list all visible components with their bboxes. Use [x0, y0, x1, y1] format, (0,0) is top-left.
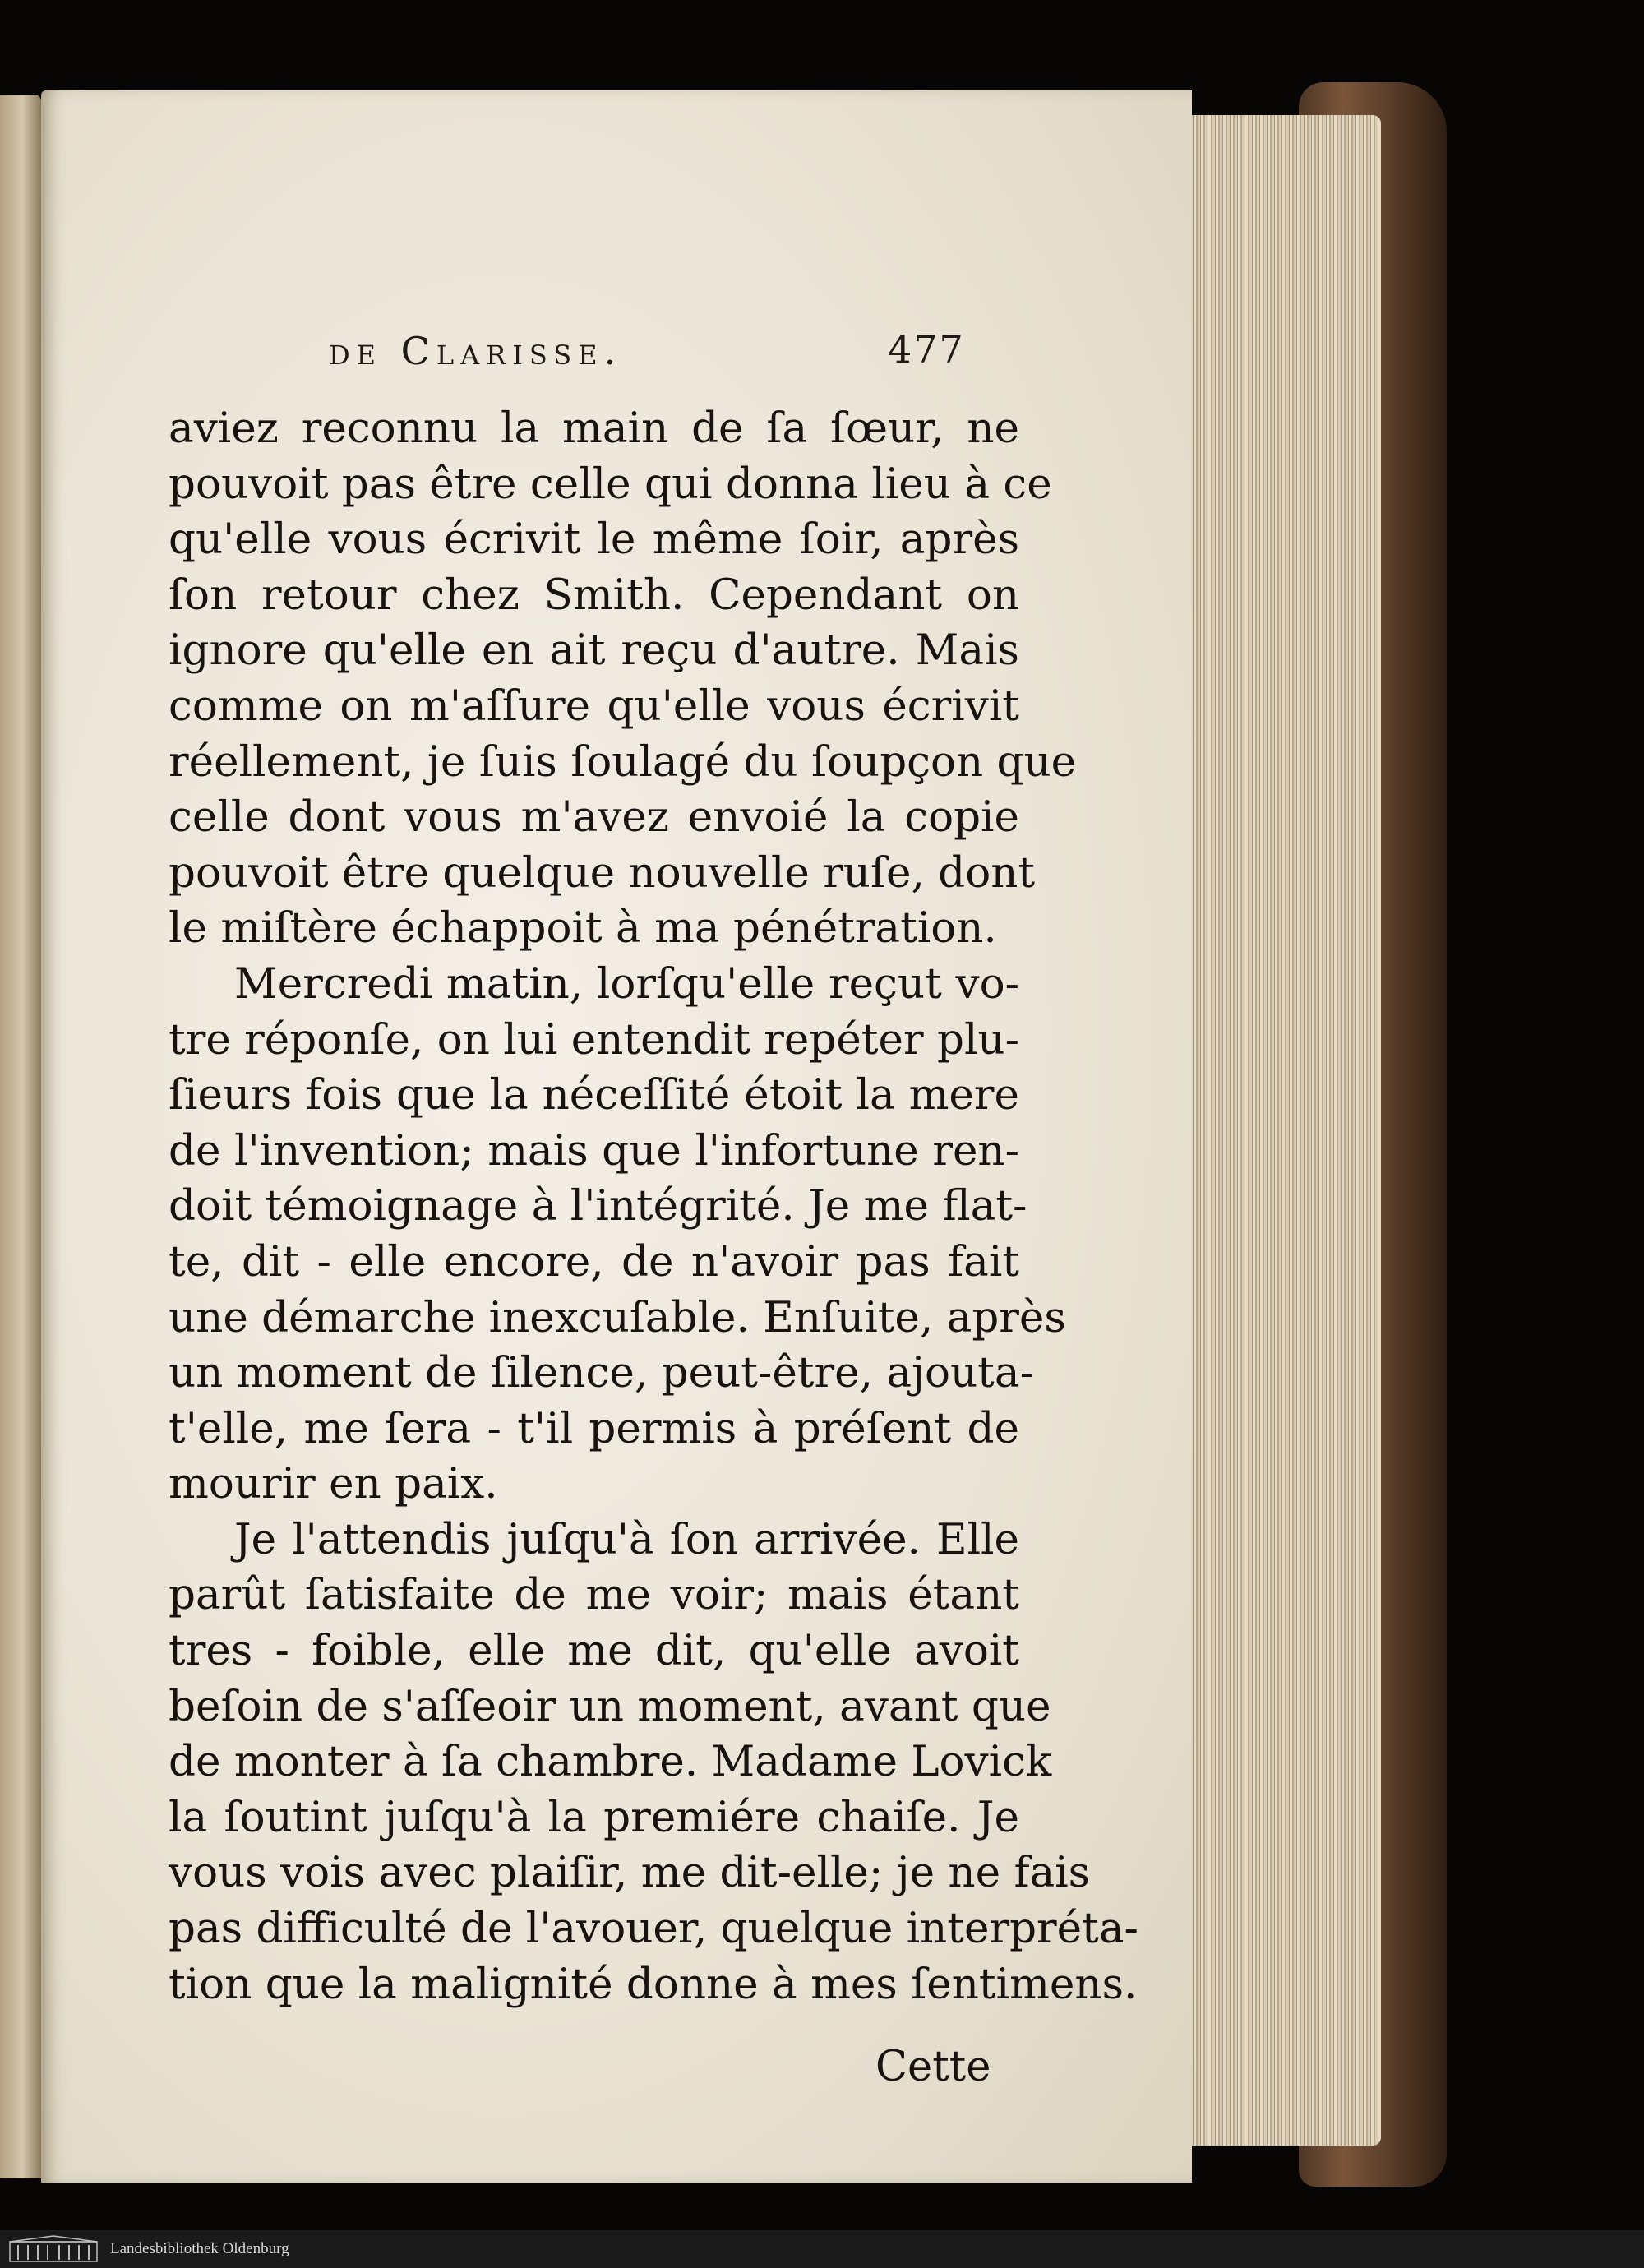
page-header	[329, 329, 1019, 378]
footer-bar	[0, 2230, 1644, 2268]
text-line: comme on m'aſſure qu'elle vous écrivit	[169, 681, 1019, 731]
text-line: te, dit - elle encore, de n'avoir pas fait	[169, 1236, 1019, 1286]
library-name: Landesbibliothek Oldenburg	[110, 2240, 289, 2257]
text-line: pas difficulté de l'avouer, quelque interpréta-	[169, 1904, 1138, 1954]
text-line: réellement, je ſuis ſoulagé du ſoupçon que	[169, 737, 1077, 787]
text-line: mourir en paix.	[169, 1459, 498, 1509]
text-line: aviez reconnu la main de ſa ſœur, ne	[169, 404, 1019, 453]
text-line: tre réponſe, on lui entendit repéter plu-	[169, 1014, 1019, 1065]
text-line: ignore qu'elle en ait reçu d'autre. Mais	[169, 626, 1019, 676]
text-line: une démarche inexcuſable. Enſuite, après	[169, 1292, 1066, 1342]
catchword: Cette	[875, 2043, 991, 2091]
book-page	[41, 90, 1192, 2183]
text-line: t'elle, me ſera - t'il permis à préſent de	[169, 1403, 1019, 1453]
text-line: tion que la malignité donne à mes ſentimens.	[169, 1959, 1138, 2009]
text-line: Je l'attendis juſqu'à ſon arrivée. Elle	[234, 1514, 1019, 1564]
text-line: de l'invention; mais que l'infortune ren-	[169, 1125, 1019, 1176]
text-line: la ſoutint juſqu'à la premiére chaiſe. Je	[169, 1792, 1019, 1842]
text-line: tres - foible, elle me dit, qu'elle avoit	[169, 1626, 1019, 1676]
text-line: pouvoit pas être celle qui donna lieu à ce	[169, 459, 1052, 509]
text-line: celle dont vous m'avez envoié la copie	[169, 792, 1019, 843]
text-line: de monter à ſa chambre. Madame Lovick	[169, 1737, 1052, 1787]
body-text	[169, 401, 1138, 2012]
text-line: doit témoignage à l'intégrité. Je me flat-	[169, 1181, 1028, 1231]
text-line: Mercredi matin, lorſqu'elle reçut vo-	[234, 958, 1019, 1009]
text-line: pouvoit être quelque nouvelle ruſe, dont	[169, 848, 1036, 898]
library-building-icon	[8, 2235, 99, 2263]
text-line: le miſtère échappoit à ma pénétration.	[169, 903, 997, 954]
text-line: qu'elle vous écrivit le même ſoir, après	[169, 515, 1019, 565]
text-line: beſoin de s'aſſeoir un moment, avant que	[169, 1681, 1051, 1731]
page-number: 477	[888, 327, 965, 372]
text-line: ſon retour chez Smith. Cependant on	[169, 570, 1019, 620]
facing-page-edge	[0, 95, 41, 2178]
text-line: ſieurs fois que la néceſſité étoit la mere	[169, 1070, 1019, 1120]
text-line: un moment de ſilence, peut-être, ajouta-	[169, 1348, 1034, 1398]
text-line: vous vois avec plaiſir, me dit-elle; je ne fais	[169, 1848, 1091, 1898]
running-head: de Clarisse.	[329, 329, 623, 373]
text-line: parût ſatisfaite de me voir; mais étant	[169, 1570, 1019, 1620]
